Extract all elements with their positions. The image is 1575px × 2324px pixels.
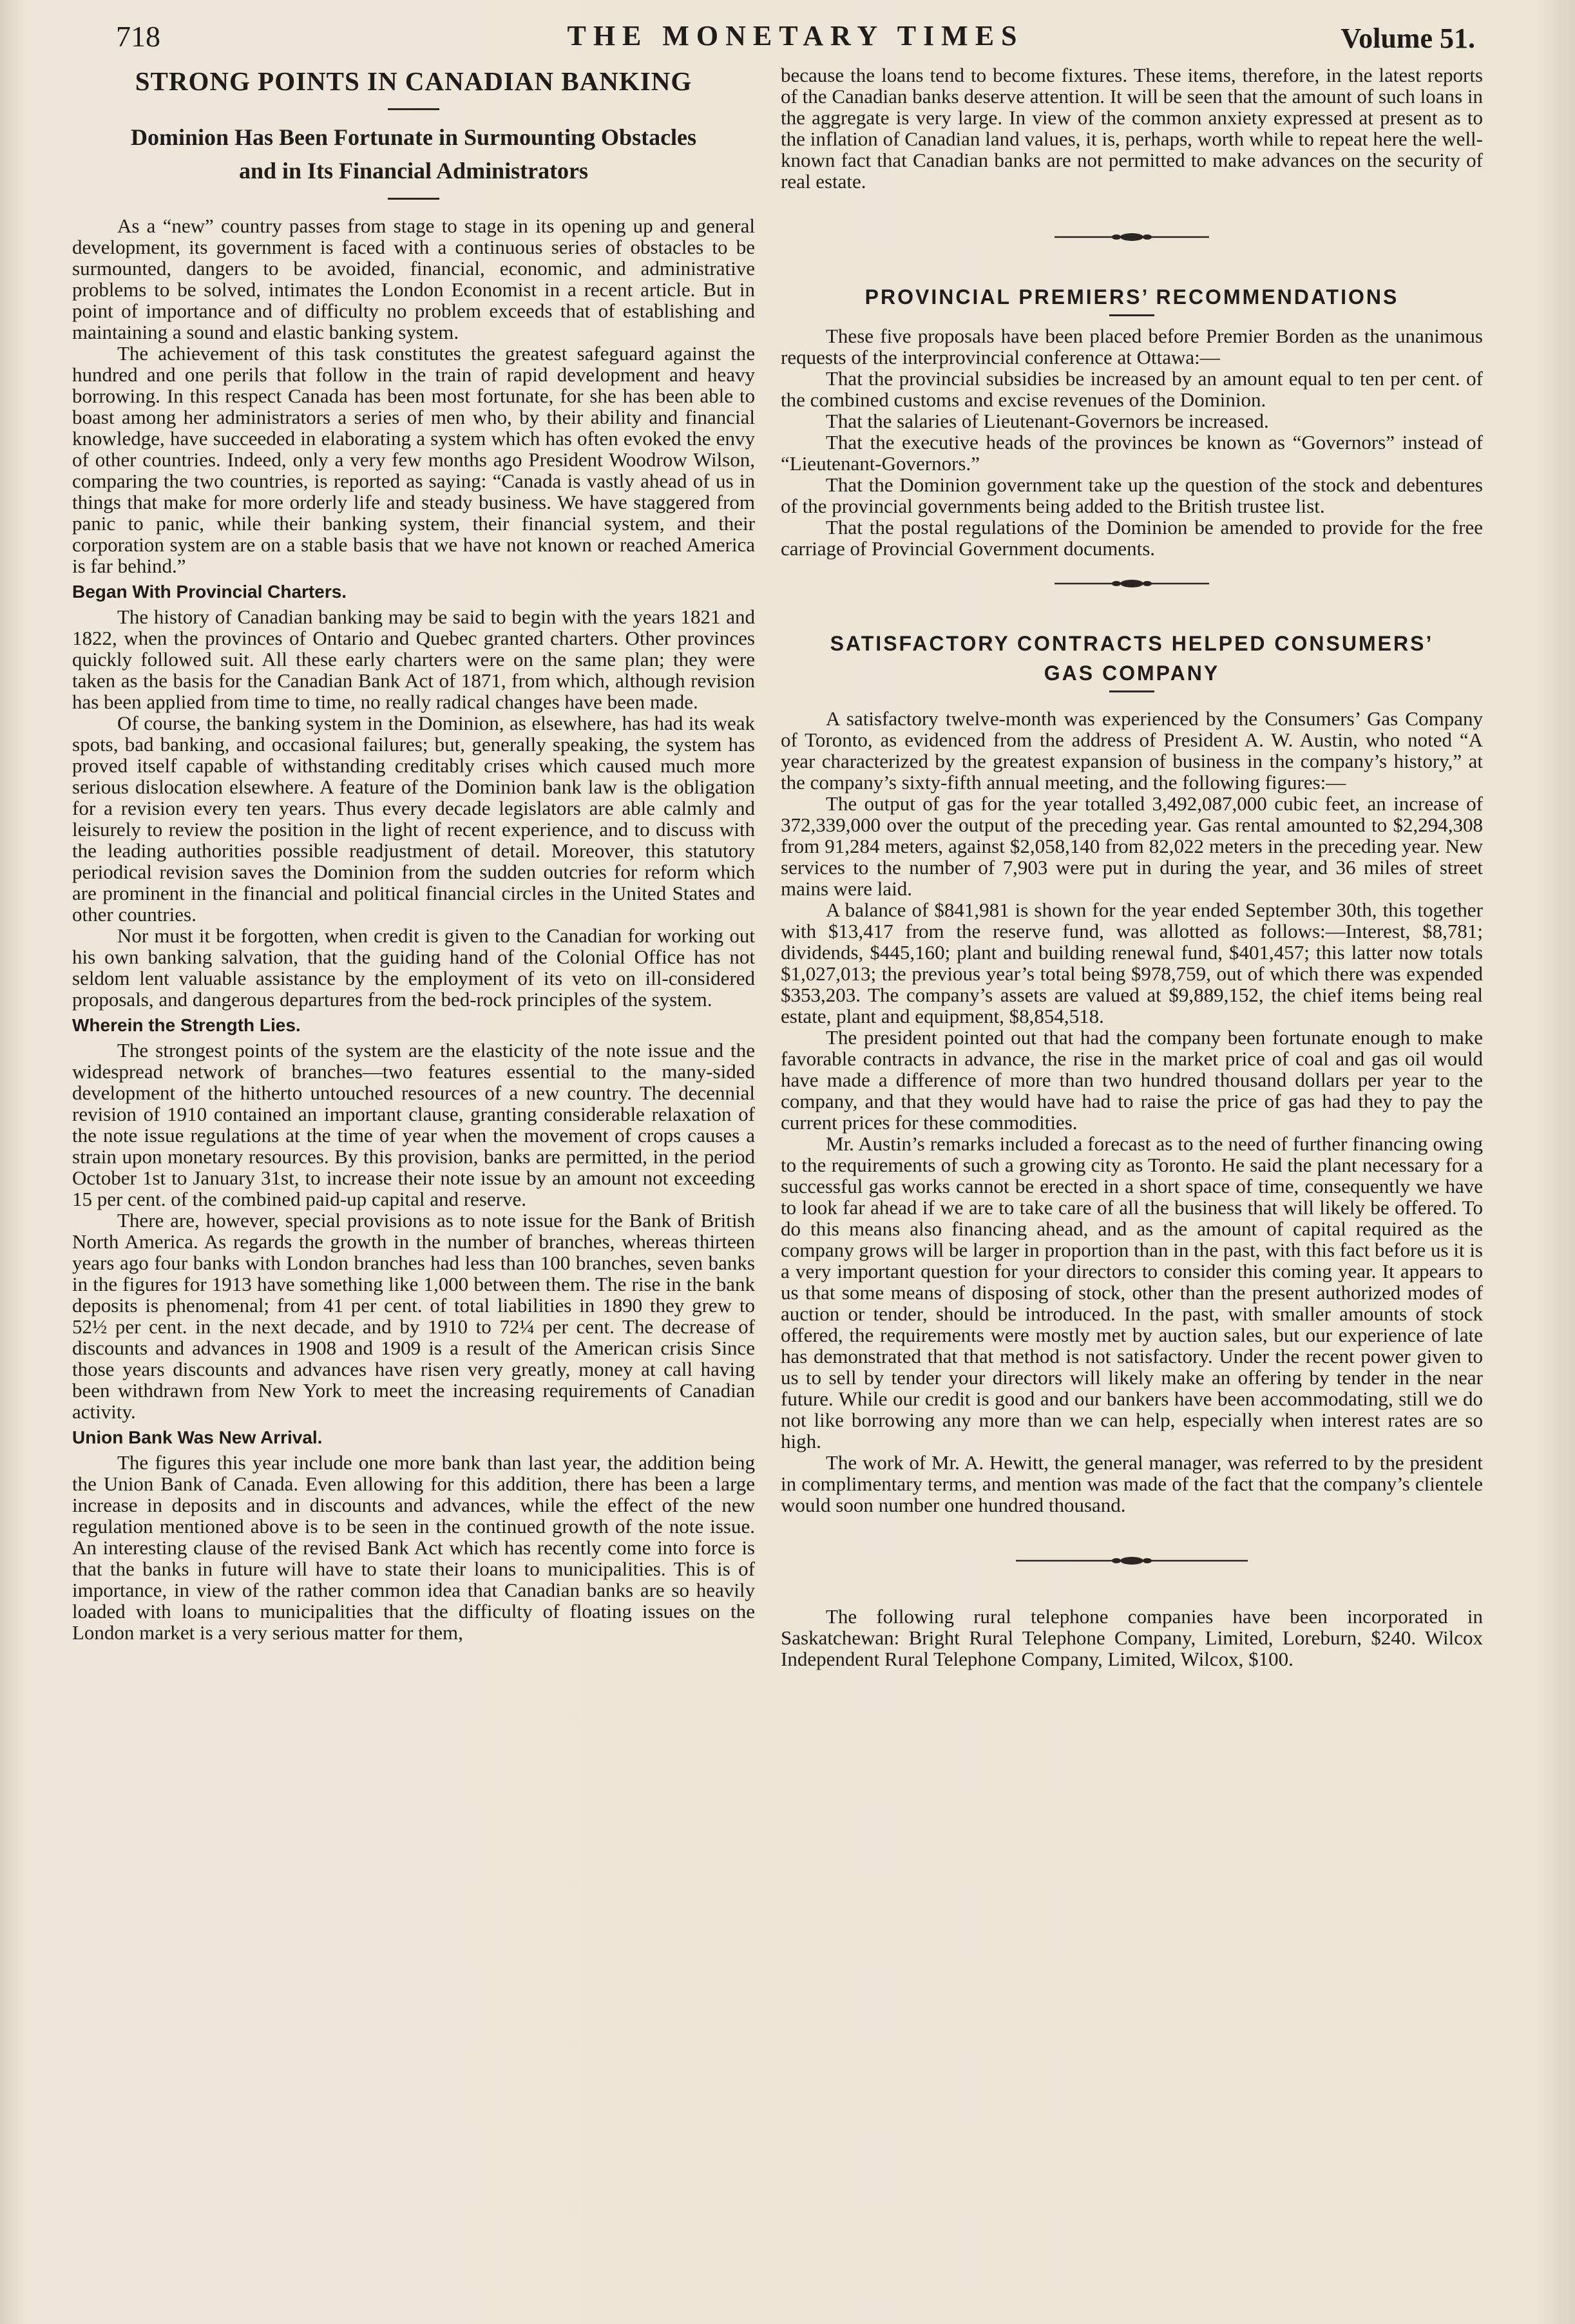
paragraph: That the executive heads of the provinces be known as “Governors” instead of “Lieutenant-Governors.” <box>781 431 1483 475</box>
publication-title: THE MONETARY TIMES <box>567 20 1024 52</box>
section-heading-union-bank: Union Bank Was New Arrival. <box>72 1427 323 1447</box>
paragraph: Mr. Austin’s remarks included a forecast as to the need of further financing owing to the requirements of such a growing city as Toronto. He said the plant necessary for a successful gas works cannot be erected in a short space of time, consequently we have to look far ahead if we are to take care of all the business that will likely be offered. To do this means also financing ahead, and as the amount of capital required as the company grows will be larger in proportion than in the past, with this fact before us it is a very important question for your directors to consider this coming year. It appears to us that some means of disposing of stock, other than the present authorized modes of auction or tender, should be introduced. In the past, with smaller amounts of stock offered, the requirements were mostly met by auction sales, but our experience of late has demonstrated that that method is not satisfactory. Under the recent power given to us to sell by tender your directors will likely make an offering by tender in the near future. While our credit is good and our bankers have been accommodating, still we do not like borrowing any more than we can help, especially when interest rates are so high. <box>781 1132 1483 1452</box>
paragraph-telephone: The following rural telephone companies have been incorporated in Saskatchewan: Bright Rural Telephone Company, Limited, Loreburn, $240. Wilcox Independent Rural Telephone Company, Limited, Wilcox, $100. <box>781 1605 1483 1670</box>
premiers-title: PROVINCIAL PREMIERS’ RECOMMENDATIONS <box>864 285 1399 309</box>
ornament-divider-icon <box>1055 231 1209 243</box>
ornament-divider-icon <box>1016 1554 1248 1567</box>
title-rule <box>388 108 439 110</box>
paragraph: That the postal regulations of the Dominion be amended to provide for the free carriage of Provincial Government documents. <box>781 516 1483 560</box>
paragraph: There are, however, special provisions as to note issue for the Bank of British North America. As regards the growth in the number of branches, whereas thirteen years ago four banks with London branches had less than 100 branches, seven banks in the figures for 1913 have something like 1,000 between them. The rise in the bank deposits is phenomenal; from 41 per cent. of total liabilities in 1890 they grew to 52½ per cent. in the next decade, and by 1910 to 72¼ per cent. The decrease of discounts and advances in 1908 and 1909 is a result of the American crisis Since those years discounts and advances have risen very greatly, money at call having been withdrawn from New York to meet the increasing requirements of Canadian activity. <box>72 1209 755 1423</box>
gas-title-line2: GAS COMPANY <box>1044 662 1220 685</box>
gas-rule <box>1109 691 1154 692</box>
gas-title-line1: SATISFACTORY CONTRACTS HELPED CONSUMERS’ <box>830 632 1434 655</box>
paragraph: These five proposals have been placed before Premier Borden as the unanimous requests of the interprovincial conference at Ottawa:— <box>781 325 1483 368</box>
right-column <box>781 64 1483 1670</box>
subtitle-rule <box>388 198 439 200</box>
paragraph: The strongest points of the system are the elasticity of the note issue and the widespread network of branches—two features essential to the many-sided development of the hitherto untouched resources of a new country. The decennial revision of 1910 contained an important clause, granting considerable relaxation of the note issue regulations at the time of year when the movement of crops causes a strain upon monetary resources. By this provision, banks are permitted, in the period October 1st to January 31st, to increase their note issue by an amount not exceeding 15 per cent. of the combined paid-up capital and reserve. <box>72 1039 755 1210</box>
paragraph: That the Dominion government take up the question of the stock and debentures of the provincial governments being added to the British trustee list. <box>781 473 1483 517</box>
ornament-divider-icon <box>1055 577 1209 590</box>
paragraph: A balance of $841,981 is shown for the year ended September 30th, this together with $13,417 from the reserve fund, was allotted as follows:—Interest, $8,781; dividends, $445,160; plant and building renewal fund, $401,457; this latter now totals $1,027,013; the previous year’s total being $978,759, out of which there was expended $353,203. The company’s assets are valued at $9,889,152, the chief items being real estate, plant and equipment, $8,854,518. <box>781 899 1483 1027</box>
paragraph: A satisfactory twelve-month was experienced by the Consumers’ Gas Company of Toronto, as evidenced from the address of President A. W. Austin, who noted “A year characterized by the greatest expansion of business in the company’s history,” at the company’s sixty-fifth annual meeting, and the following figures:— <box>781 707 1483 794</box>
section-heading-strength: Wherein the Strength Lies. <box>72 1015 301 1035</box>
paragraph: The output of gas for the year totalled 3,492,087,000 cubic feet, an increase of 372,339,000 over the output of the preceding year. Gas rental amounted to $2,294,308 from 91,284 meters, against $2,058,140 from 82,022 meters in the preceding year. New services to the number of 7,903 were put in during the year, and 36 miles of street mains were laid. <box>781 792 1483 900</box>
paragraph: That the salaries of Lieutenant-Governors be increased. <box>826 410 1269 432</box>
paragraph: The work of Mr. A. Hewitt, the general manager, was referred to by the president in complimentary terms, and mention was made of the fact that the company’s clientele would soon number one hundred thousand. <box>781 1451 1483 1516</box>
paragraph: Of course, the banking system in the Dominion, as elsewhere, has had its weak spots, bad banking, and occasional failures; but, generally speaking, the system has proved itself capable of withstanding creditably crises which caused much more serious dislocation elsewhere. A feature of the Dominion bank law is the obligation for a revision every ten years. Thus every decade legislators are able calmly and leisurely to review the position in the light of recent experience, and to discuss with the leading authorities possible readjustment of detail. Moreover, this statutory periodical revision saves the Dominion from the sudden outcries for reform which are prominent in the financial and political financial circles in the United States and other countries. <box>72 712 755 926</box>
paragraph: The president pointed out that had the company been fortunate enough to make favorable contracts in advance, the rise in the market price of coal and gas oil would have made a difference of more than two hundred thousand dollars per year to the company, and that they would have had to raise the price of gas had they to pay the current prices for these commodities. <box>781 1026 1483 1134</box>
volume-label: Volume 51. <box>1341 23 1475 54</box>
page-header <box>90 14 1501 59</box>
paragraph: As a “new” country passes from stage to stage in its opening up and general development, its government is faced with a continuous series of obstacles to be surmounted, dangers to be avoided, financial, economic, and administrative problems to be solved, intimates the London Economist in a recent article. But in point of importance and of difficulty no problem exceeds that of establishing and maintaining a sound and elastic banking system. <box>72 214 755 343</box>
paragraph: That the provincial subsidies be increased by an amount equal to ten per cent. of the combined customs and excise revenues of the Dominion. <box>781 367 1483 411</box>
article-title: STRONG POINTS IN CANADIAN BANKING <box>135 66 692 96</box>
section-heading-charters: Began With Provincial Charters. <box>72 582 347 602</box>
page-number: 718 <box>116 20 160 53</box>
paragraph: The achievement of this task constitutes the greatest safeguard against the hundred and one perils that follow in the train of rapid development and heavy borrowing. In this respect Canada has been most fortunate, for she has been able to boast among her administrators a series of men who, by their ability and financial knowledge, have succeeded in elaborating a system which has often evoked the envy of other countries. Indeed, only a very few months ago President Woodrow Wilson, comparing the two countries, is reported as saying: “Canada is vastly ahead of us in things that make for more orderly life and steady business. We have staggered from panic to panic, while their banking system, their financial system, and their corporation system are on a stable basis that we have not known or reached America is far behind.” <box>72 342 755 577</box>
paragraph: The figures this year include one more bank than last year, the addition being the Union Bank of Canada. Even allowing for this addition, there has been a large increase in deposits and in discounts and advances, while the effect of the new regulation mentioned above is to be seen in the continued growth of the note issue. An interesting clause of the revised Bank Act which has recently come into force is that the banks in future will have to state their loans to municipalities. This is of importance, in view of the rather common idea that Canadian banks are so heavily loaded with loans to municipalities that the difficulty of floating issues on the London market is a very serious matter for them, <box>72 1451 755 1644</box>
paragraph: Nor must it be forgotten, when credit is given to the Canadian for working out his own banking salvation, that the guiding hand of the Colonial Office has not seldom lent valuable assistance by the employment of its veto on ill-considered proposals, and dangerous departures from the bed-rock principles of the system. <box>72 924 755 1011</box>
paragraph: The history of Canadian banking may be said to begin with the years 1821 and 1822, when the provinces of Ontario and Quebec granted charters. Other provinces quickly followed suit. All these early charters were on the same plan; they were taken as the basis for the Canadian Bank Act of 1871, from which, although revision has been applied from time to time, no really radical changes have been made. <box>72 605 755 713</box>
premiers-rule <box>1109 314 1154 316</box>
article-subtitle-line2: and in Its Financial Administrators <box>238 158 589 184</box>
article-subtitle-line1: Dominion Has Been Fortunate in Surmounting Obstacles <box>130 124 697 150</box>
paragraph-continued: because the loans tend to become fixtures. These items, therefore, in the latest reports of the Canadian banks deserve attention. It will be seen that the amount of such loans in the aggregate is very large. In view of the common anxiety expressed at present as to the inflation of Canadian land values, it is, perhaps, worth while to repeat here the well-known fact that Canadian banks are not permitted to make advances on the security of real estate. <box>781 64 1483 193</box>
left-column <box>72 64 755 1643</box>
